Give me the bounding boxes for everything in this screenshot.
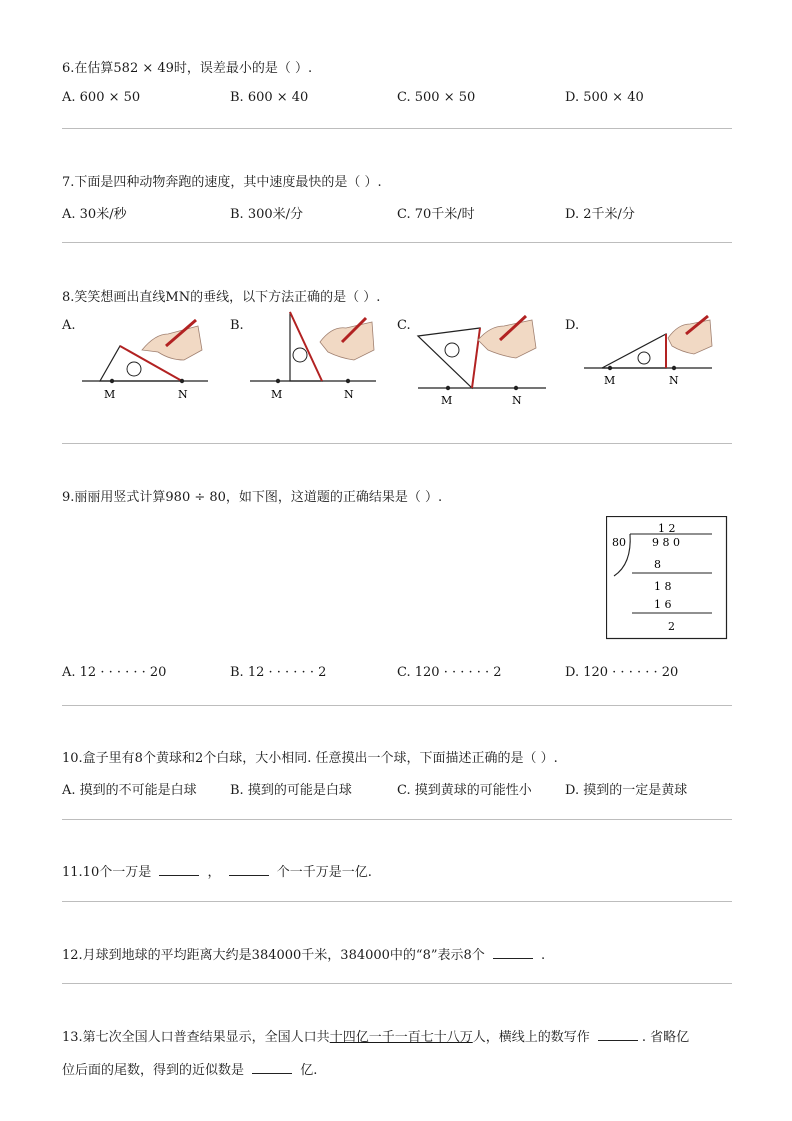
- q10-option-b[interactable]: B. 摸到的可能是白球: [230, 783, 352, 798]
- q7-option-a[interactable]: A. 30米/秒: [62, 207, 127, 222]
- point-m-label: M: [441, 394, 453, 407]
- question-9-stem: 9.丽丽用竖式计算980 ÷ 80，如下图，这道题的正确结果是（ ）.: [62, 490, 443, 505]
- q7-option-c[interactable]: C. 70千米/时: [397, 207, 475, 222]
- q9-option-d[interactable]: D. 120 · · · · · · 20: [565, 665, 679, 680]
- long-division-figure: [606, 516, 728, 640]
- quotient: 1 2: [658, 522, 676, 535]
- q10-option-d[interactable]: D. 摸到的一定是黄球: [565, 783, 688, 798]
- point-m-label: M: [604, 374, 616, 387]
- divider: [62, 983, 732, 984]
- q8-figure-a: [80, 312, 215, 402]
- point-m-label: M: [104, 388, 116, 401]
- question-13-line-1: [62, 1026, 689, 1045]
- q13-text-4: 位后面的尾数，得到的近似数是: [62, 1063, 245, 1078]
- q8-option-b-letter: B.: [230, 318, 244, 333]
- q8-option-b[interactable]: [230, 318, 244, 333]
- hand-icon: [142, 326, 202, 360]
- q12-text-2: .: [541, 948, 546, 963]
- q7-option-b[interactable]: B. 300米/分: [230, 207, 304, 222]
- q6-option-b[interactable]: B. 600 × 40: [230, 90, 309, 105]
- point-n-label: N: [512, 394, 522, 407]
- q10-option-a[interactable]: A. 摸到的不可能是白球: [62, 783, 197, 798]
- divider: [62, 819, 732, 820]
- point-n-label: N: [669, 374, 679, 387]
- q8-option-d-letter: D.: [565, 318, 580, 333]
- q8-option-c[interactable]: [397, 318, 411, 333]
- step-3: 1 6: [654, 598, 672, 611]
- hand-icon: [320, 322, 374, 360]
- q13-text-2: 人，横线上的数写作: [472, 1030, 590, 1045]
- step-2: 1 8: [654, 580, 672, 593]
- question-11: [62, 861, 372, 880]
- divider: [62, 242, 732, 243]
- q13-answer-blank-1[interactable]: [598, 1028, 638, 1041]
- q8-figure-c: [416, 312, 551, 408]
- question-6-stem: 6.在估算582 × 49时，误差最小的是（ ）.: [62, 61, 313, 76]
- question-8-stem: 8.笑笑想画出直线MN的垂线，以下方法正确的是（ ）.: [62, 290, 381, 305]
- q8-figure-d: [582, 312, 717, 392]
- q13-text-5: 亿.: [300, 1063, 318, 1078]
- q12-answer-blank[interactable]: [493, 946, 533, 959]
- q8-option-a[interactable]: [62, 318, 76, 333]
- divider: [62, 705, 732, 706]
- q6-option-d[interactable]: D. 500 × 40: [565, 90, 644, 105]
- q11-answer-blank-2[interactable]: [229, 863, 269, 876]
- q7-option-d[interactable]: D. 2千米/分: [565, 207, 635, 222]
- hand-icon: [668, 320, 712, 354]
- q9-option-b[interactable]: B. 12 · · · · · · 2: [230, 665, 327, 680]
- divider: [62, 443, 732, 444]
- q8-figure-b: [248, 308, 383, 402]
- question-13-line-2: [62, 1059, 317, 1078]
- question-12: [62, 944, 545, 963]
- q8-option-d[interactable]: [565, 318, 579, 333]
- divisor: 80: [612, 536, 626, 549]
- q11-text-3: 个一千万是一亿.: [276, 865, 372, 880]
- point-n-label: N: [344, 388, 354, 401]
- q13-text-3: . 省略亿: [641, 1030, 690, 1045]
- q11-text-2: ，: [207, 865, 221, 880]
- q6-option-a[interactable]: A. 600 × 50: [62, 90, 141, 105]
- hand-icon: [478, 320, 536, 358]
- q9-option-c[interactable]: C. 120 · · · · · · 2: [397, 665, 502, 680]
- q8-option-a-letter: A.: [62, 318, 76, 333]
- q6-option-c[interactable]: C. 500 × 50: [397, 90, 476, 105]
- step-1: 8: [654, 558, 661, 571]
- point-n-label: N: [178, 388, 188, 401]
- divider: [62, 901, 732, 902]
- point-m-label: M: [271, 388, 283, 401]
- q13-text-1: 13.第七次全国人口普查结果显示，全国人口共: [62, 1030, 330, 1045]
- question-7-stem: 7.下面是四种动物奔跑的速度，其中速度最快的是（ ）.: [62, 175, 382, 190]
- q11-text-1: 11.10个一万是: [62, 865, 152, 880]
- q11-answer-blank-1[interactable]: [159, 863, 199, 876]
- remainder: 2: [668, 620, 675, 633]
- q13-answer-blank-2[interactable]: [252, 1061, 292, 1074]
- dividend: 9 8 0: [652, 536, 680, 549]
- q8-option-c-letter: C.: [397, 318, 411, 333]
- q10-option-c[interactable]: C. 摸到黄球的可能性小: [397, 783, 532, 798]
- q13-underlined-number: 十四亿一千一百七十八万: [329, 1030, 473, 1045]
- q9-option-a[interactable]: A. 12 · · · · · · 20: [62, 665, 167, 680]
- divider: [62, 128, 732, 129]
- q12-text-1: 12.月球到地球的平均距离大约是384000千米，384000中的“8”表示8个: [62, 948, 485, 963]
- question-10-stem: 10.盒子里有8个黄球和2个白球，大小相同. 任意摸出一个球，下面描述正确的是（ ）.: [62, 751, 558, 766]
